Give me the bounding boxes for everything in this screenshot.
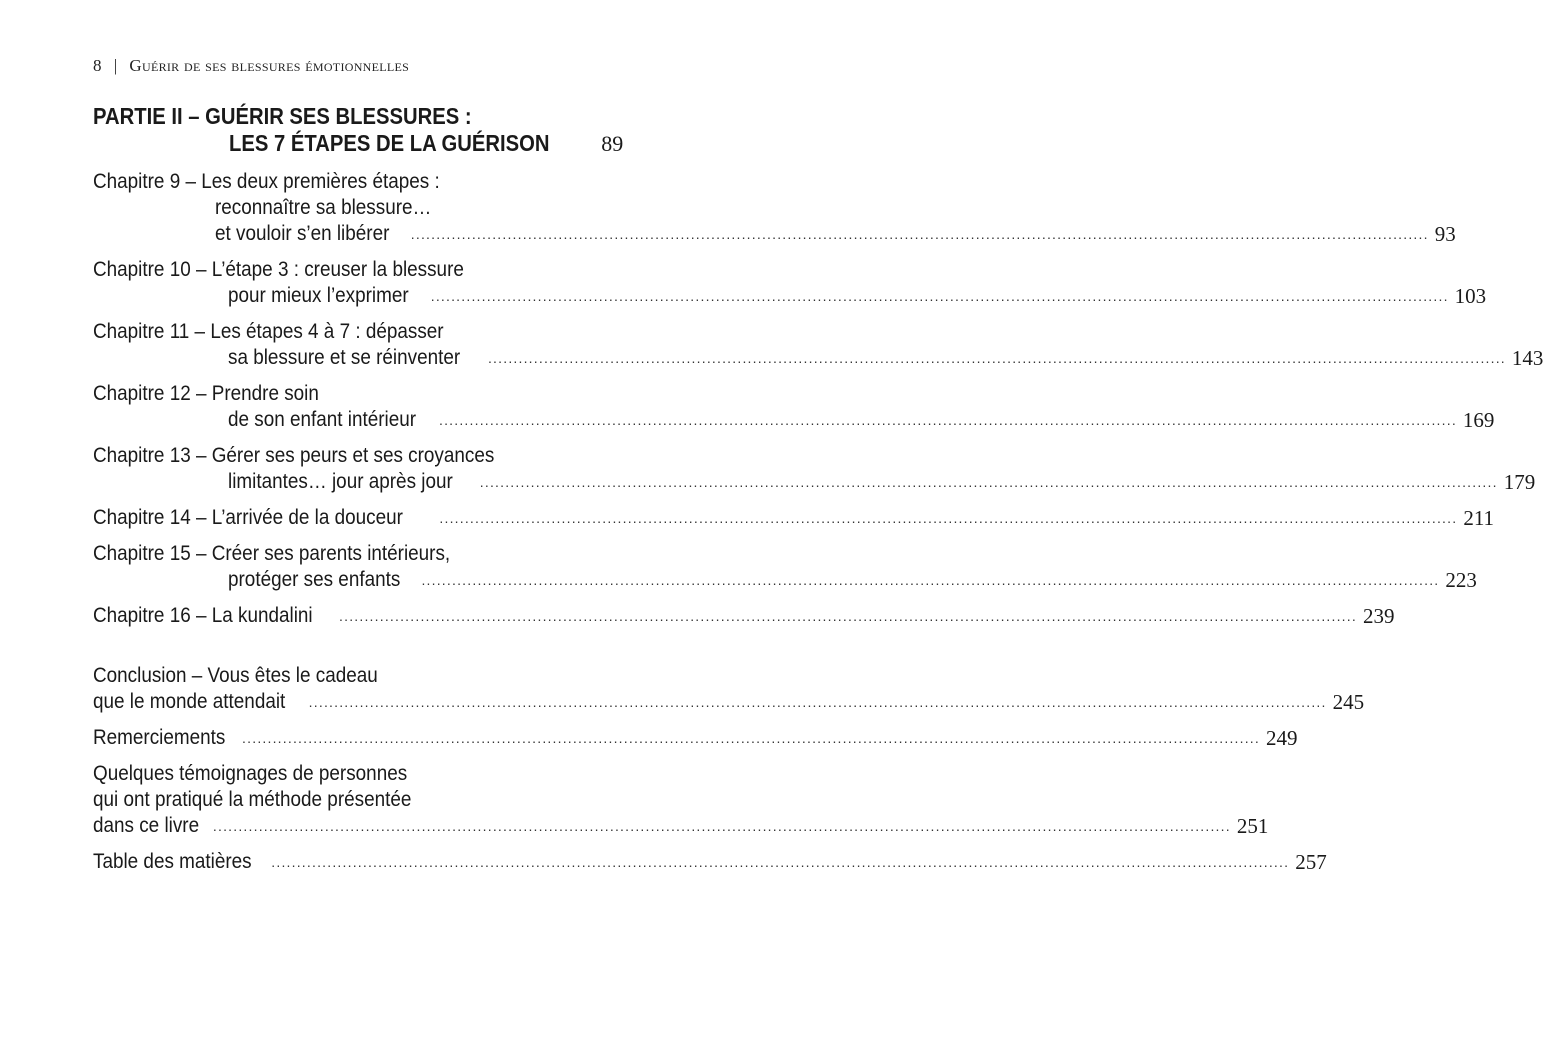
running-head-separator: |: [113, 56, 118, 75]
entry-line: de son enfant intérieur: [228, 408, 417, 431]
toc-entry-chapitre-16[interactable]: [93, 603, 1395, 629]
leader-dots: ........................................................................................................................................................................................................: [271, 854, 1290, 870]
entry-line: Chapitre 15 – Créer ses parents intérieurs,: [93, 542, 451, 565]
entry-page-number: 249: [1265, 726, 1298, 750]
toc-entry-conclusion[interactable]: [93, 663, 1365, 715]
entry-line: Chapitre 13 – Gérer ses peurs et ses croyances: [93, 444, 495, 467]
part-heading: [93, 103, 624, 157]
leader-dots: ........................................................................................................................................................................................................: [430, 288, 1449, 304]
entry-line: Chapitre 11 – Les étapes 4 à 7 : dépasser: [93, 320, 444, 343]
entry-page-number: 179: [1503, 470, 1536, 494]
leader-dots: ........................................................................................................................................................................................................: [439, 510, 1458, 526]
entry-page-number: 93: [1434, 222, 1456, 246]
entry-line: Chapitre 10 – L’étape 3 : creuser la blessure: [93, 258, 464, 281]
entry-line: et vouloir s’en libérer: [215, 222, 390, 245]
leader-dots: ........................................................................................................................................................................................................: [410, 226, 1429, 242]
entry-page-number: 103: [1454, 284, 1487, 308]
page-number: 8: [93, 56, 102, 75]
toc-entry-chapitre-13[interactable]: [93, 443, 1536, 495]
toc-entry-remerciements[interactable]: [93, 725, 1298, 751]
entry-page-number: 245: [1332, 690, 1365, 714]
leader-dots: ........................................................................................................................................................................................................: [487, 350, 1506, 366]
part-page-number: 89: [601, 131, 624, 156]
entry-line: limitantes… jour après jour: [228, 470, 453, 493]
part-title-line-1: PARTIE II – GUÉRIR SES BLESSURES :: [93, 103, 472, 129]
leader-dots: ........................................................................................................................................................................................................: [479, 474, 1498, 490]
entry-page-number: 223: [1445, 568, 1477, 592]
entry-line: Conclusion – Vous êtes le cadeau: [93, 664, 378, 687]
entry-line: Chapitre 14 – L’arrivée de la douceur: [93, 506, 403, 529]
entry-line: Chapitre 16 – La kundalini: [93, 604, 313, 627]
toc-entry-chapitre-15[interactable]: [93, 541, 1477, 593]
entry-line: Table des matières: [93, 850, 252, 873]
toc-entry-chapitre-11[interactable]: [93, 319, 1543, 371]
table-of-contents: [93, 103, 1543, 875]
toc-entry-chapitre-10[interactable]: [93, 257, 1487, 309]
entry-line: Remerciements: [93, 726, 226, 749]
entry-line: que le monde attendait: [93, 690, 286, 713]
leader-dots: ........................................................................................................................................................................................................: [339, 608, 1357, 624]
leader-dots: ........................................................................................................................................................................................................: [438, 412, 1457, 428]
toc-entry-chapitre-9[interactable]: [93, 169, 1456, 247]
entry-line: reconnaître sa blessure…: [215, 196, 432, 219]
entry-line: protéger ses enfants: [228, 568, 401, 591]
section-gap: [93, 629, 620, 663]
running-head: [93, 56, 409, 76]
part-title-line-2: LES 7 ÉTAPES DE LA GUÉRISON: [229, 130, 550, 156]
leader-dots: ........................................................................................................................................................................................................: [212, 818, 1231, 834]
entry-line: dans ce livre: [93, 814, 200, 837]
entry-line: Chapitre 12 – Prendre soin: [93, 382, 319, 405]
entry-page-number: 169: [1462, 408, 1495, 432]
entry-page-number: 257: [1295, 850, 1327, 874]
entry-page-number: 143: [1511, 346, 1543, 370]
entry-page-number: 251: [1236, 814, 1269, 838]
entry-line: Chapitre 9 – Les deux premières étapes :: [93, 170, 440, 193]
toc-entry-chapitre-14[interactable]: [93, 505, 1495, 531]
toc-entry-temoignages[interactable]: [93, 761, 1269, 839]
entry-line: qui ont pratiqué la méthode présentée: [93, 788, 412, 811]
entry-line: Quelques témoignages de personnes: [93, 762, 408, 785]
entry-line: sa blessure et se réinventer: [228, 346, 461, 369]
leader-dots: ........................................................................................................................................................................................................: [242, 730, 1260, 746]
toc-entry-table-des-matieres[interactable]: [93, 849, 1327, 875]
entry-line: pour mieux l’exprimer: [228, 284, 409, 307]
entry-page-number: 239: [1362, 604, 1395, 628]
book-title: Guérir de ses blessures émotionnelles: [129, 56, 410, 75]
leader-dots: ........................................................................................................................................................................................................: [308, 694, 1327, 710]
leader-dots: ........................................................................................................................................................................................................: [421, 572, 1440, 588]
entry-page-number: 211: [1463, 506, 1495, 530]
toc-entry-chapitre-12[interactable]: [93, 381, 1495, 433]
